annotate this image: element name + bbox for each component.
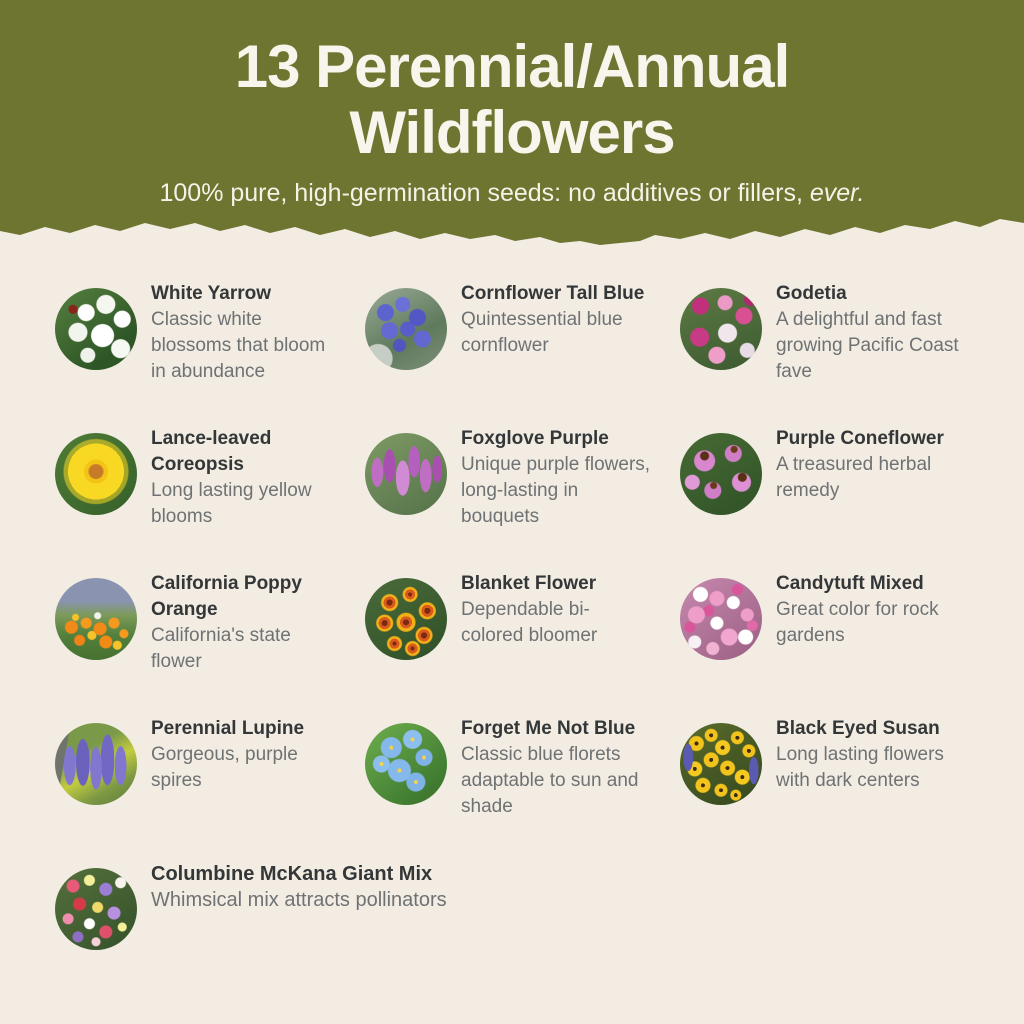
flower-name: Foxglove Purple bbox=[461, 428, 609, 449]
flower-item-perennial-lupine bbox=[55, 716, 365, 861]
flower-item-purple-coneflower bbox=[680, 426, 1004, 571]
subtitle-emphasis: ever. bbox=[809, 179, 865, 207]
flower-item-columbine-mckana-giant-mix bbox=[55, 861, 1004, 1006]
page-subtitle bbox=[0, 179, 1024, 208]
black-eyed-susan-photo bbox=[680, 723, 762, 805]
flower-item-blanket-flower bbox=[365, 571, 680, 716]
california-poppy-orange-photo bbox=[55, 578, 137, 660]
torn-paper-edge bbox=[0, 213, 1024, 249]
godetia-photo bbox=[680, 288, 762, 370]
flower-name: Cornflower Tall Blue bbox=[461, 283, 645, 304]
candytuft-mixed-photo bbox=[680, 578, 762, 660]
page-title bbox=[0, 34, 1024, 166]
flower-name: Forget Me Not Blue bbox=[461, 718, 636, 739]
flower-description: Quintessential blue cornflower bbox=[461, 309, 623, 356]
foxglove-purple-photo bbox=[365, 433, 447, 515]
title-line-1: 13 Perennial/Annual bbox=[234, 33, 790, 100]
forget-me-not-blue-photo bbox=[365, 723, 447, 805]
columbine-mckana-giant-mix-photo bbox=[55, 868, 137, 950]
flower-description: A delightful and fast growing Pacific Coast fave bbox=[776, 309, 959, 382]
flower-description: Dependable bi-colored bloomer bbox=[461, 599, 598, 646]
flower-item-black-eyed-susan bbox=[680, 716, 1004, 861]
flower-grid bbox=[0, 281, 1024, 1006]
flower-item-godetia bbox=[680, 281, 1004, 426]
lance-leaved-coreopsis-photo bbox=[55, 433, 137, 515]
flower-description: Gorgeous, purple spires bbox=[151, 744, 298, 791]
flower-name: Godetia bbox=[776, 283, 847, 304]
blanket-flower-photo bbox=[365, 578, 447, 660]
flower-description: Classic blue florets adaptable to sun and shade bbox=[461, 744, 639, 817]
flower-name: Purple Coneflower bbox=[776, 428, 944, 449]
flower-description: Unique purple flowers, long-lasting in bouquets bbox=[461, 454, 651, 527]
subtitle-text: 100% pure, high-germination seeds: no additives or fillers, bbox=[159, 179, 810, 207]
flower-name: Columbine McKana Giant Mix bbox=[151, 863, 433, 885]
flower-name: Lance-leaved Coreopsis bbox=[151, 428, 272, 475]
purple-coneflower-photo bbox=[680, 433, 762, 515]
flower-description: Great color for rock gardens bbox=[776, 599, 939, 646]
flower-name: Candytuft Mixed bbox=[776, 573, 924, 594]
flower-item-forget-me-not-blue bbox=[365, 716, 680, 861]
flower-name: Perennial Lupine bbox=[151, 718, 305, 739]
cornflower-tall-blue-photo bbox=[365, 288, 447, 370]
flower-item-cornflower-tall-blue bbox=[365, 281, 680, 426]
flower-name: White Yarrow bbox=[151, 283, 272, 304]
white-yarrow-photo bbox=[55, 288, 137, 370]
perennial-lupine-photo bbox=[55, 723, 137, 805]
title-line-2: Wildflowers bbox=[349, 99, 675, 166]
flower-description: California's state flower bbox=[151, 625, 291, 672]
flower-description: Long lasting yellow blooms bbox=[151, 480, 312, 527]
flower-description: A treasured herbal remedy bbox=[776, 454, 932, 501]
flower-item-white-yarrow bbox=[55, 281, 365, 426]
flower-item-candytuft-mixed bbox=[680, 571, 1004, 716]
flower-name: California Poppy Orange bbox=[151, 573, 302, 620]
flower-name: Blanket Flower bbox=[461, 573, 597, 594]
flower-item-foxglove-purple bbox=[365, 426, 680, 571]
flower-name: Black Eyed Susan bbox=[776, 718, 940, 739]
flower-description: Whimsical mix attracts pollinators bbox=[151, 889, 447, 911]
flower-item-california-poppy-orange bbox=[55, 571, 365, 716]
flower-description: Classic white blossoms that bloom in abundance bbox=[151, 309, 326, 382]
flower-item-lance-leaved-coreopsis bbox=[55, 426, 365, 571]
header-banner bbox=[0, 0, 1024, 214]
flower-description: Long lasting flowers with dark centers bbox=[776, 744, 944, 791]
